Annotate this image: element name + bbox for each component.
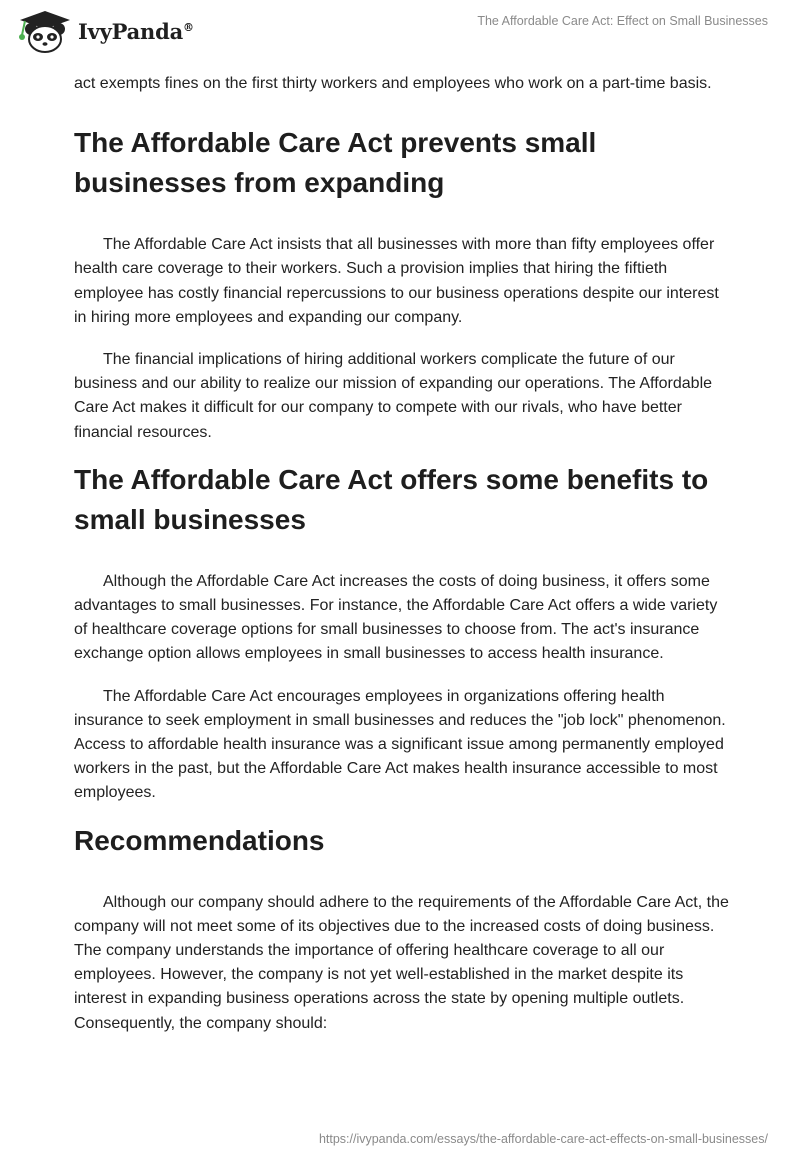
paragraph: Although the Affordable Care Act increases the costs of doing business, it offers some advantages to small businesses. For instance, the Affordable Care Act offers a wide variety of healthcare coverage options for small businesses to choose from. The act's insurance exchange option allows employees in small businesses to access health insurance. — [74, 572, 718, 663]
page-header — [0, 0, 800, 62]
ivypanda-logo[interactable] — [16, 9, 194, 53]
paragraph: The financial implications of hiring additional workers complicate the future of our business and our ability to realize our mission of expanding our operations. The Affordable Care Act makes it difficult for our company to compete with our rivals, who have better financial resources. — [74, 351, 713, 441]
paragraph: The Affordable Care Act encourages employees in organizations offering health insurance to seek employment in small businesses and reduces the "job lock" phenomenon. Access to affordable health insurance was a significant issue among permanently employed workers in the past, but the Affordable Care Act makes health insurance accessible to most employees. — [74, 687, 726, 802]
paragraph: The Affordable Care Act insists that all businesses with more than fifty employees offer health care coverage to their workers. Such a provision implies that hiring the fiftieth employee has costly financial repercussions to our business operations despite our interest in hiring more employees and expanding our company. — [74, 236, 719, 326]
section-heading-recommendations: Recommendations — [74, 824, 325, 856]
paragraph: Although our company should adhere to the requirements of the Affordable Care Act, the company will not meet some of its objectives due to the increased costs of doing business. The company understands the importance of offering healthcare coverage to all our employees. However, the company is not yet well-established in the market despite its interest in expanding business operations across the state by opening multiple outlets. Consequently, the company should: — [74, 893, 729, 1032]
panda-graduate-icon — [16, 9, 74, 53]
section-heading-benefits: The Affordable Care Act offers some benefits to small businesses — [74, 463, 709, 535]
essay-body — [74, 72, 734, 1036]
source-url[interactable]: https://ivypanda.com/essays/the-affordable-care-act-effects-on-small-businesses/ — [318, 1132, 768, 1146]
intro-fragment: act exempts fines on the first thirty workers and employees who work on a part-time basis. — [74, 75, 712, 92]
section-heading-expanding: The Affordable Care Act prevents small businesses from expanding — [74, 127, 597, 199]
brand-name: IvyPanda® — [78, 18, 194, 44]
document-title: The Affordable Care Act: Effect on Small Businesses — [477, 14, 768, 28]
